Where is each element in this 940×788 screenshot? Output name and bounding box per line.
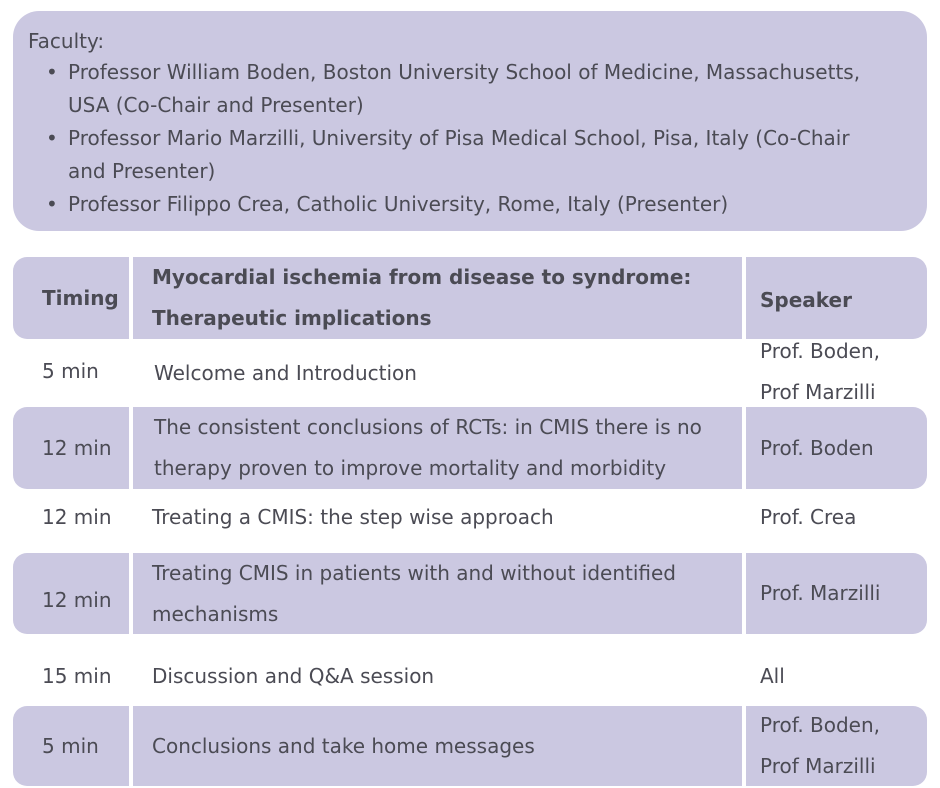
topic-line: Welcome and Introduction — [154, 360, 417, 385]
faculty-member-line: Professor Mario Marzilli, University of Pisa Medical School, Pisa, Italy (Co-Chair — [68, 126, 850, 150]
speaker-line: Prof. Crea — [760, 504, 857, 529]
agenda-topic — [133, 706, 741, 786]
faculty-heading: Faculty: — [28, 29, 105, 53]
topic-header-line: Therapeutic implications — [152, 306, 432, 330]
faculty-member-line: Professor Filippo Crea, Catholic University, Rome, Italy (Presenter) — [68, 192, 729, 216]
agenda-speaker — [746, 706, 927, 786]
agenda-speaker — [746, 640, 927, 712]
agenda-timing — [13, 560, 130, 641]
faculty-member-line: Professor William Boden, Boston University School of Medicine, Massachusetts, — [68, 60, 861, 84]
speaker-header-label: Speaker — [760, 287, 852, 312]
speaker-line: Prof. Boden, — [760, 339, 881, 363]
speaker-line: Prof. Boden, — [760, 713, 881, 737]
agenda-row — [13, 553, 927, 634]
topic-line: Discussion and Q&A session — [152, 663, 435, 688]
agenda-timing — [13, 640, 130, 712]
agenda-row — [13, 489, 927, 553]
topic-line: mechanisms — [152, 601, 279, 626]
timing-column-header — [13, 257, 130, 339]
timing-value: 12 min — [42, 504, 112, 529]
agenda-header-row — [13, 257, 927, 339]
faculty-panel — [13, 11, 927, 231]
topic-header-line: Myocardial ischemia from disease to syndrome: — [152, 265, 692, 289]
agenda-speaker — [746, 331, 927, 404]
agenda-timing — [13, 706, 130, 786]
topic-line: Conclusions and take home messages — [152, 733, 535, 758]
timing-value: 12 min — [42, 588, 112, 612]
agenda-topic — [133, 339, 741, 407]
timing-value: 5 min — [42, 733, 99, 758]
agenda-topic — [133, 407, 741, 489]
faculty-member-line: USA (Co-Chair and Presenter) — [68, 93, 364, 117]
speaker-line: All — [760, 663, 785, 688]
agenda-topic — [133, 640, 741, 712]
timing-value: 5 min — [42, 359, 99, 383]
speaker-column-header — [746, 257, 927, 339]
topic-line: therapy proven to improve mortality and morbidity — [154, 456, 667, 480]
topic-line: Treating CMIS in patients with and without identified — [152, 560, 677, 585]
timing-value: 15 min — [42, 663, 112, 688]
topic-line: The consistent conclusions of RCTs: in CMIS there is no — [154, 415, 702, 439]
agenda-timing — [13, 407, 130, 489]
faculty-member-line: and Presenter) — [68, 159, 216, 183]
speaker-line: Prof Marzilli — [760, 380, 876, 404]
faculty-list — [28, 56, 913, 221]
topic-column-header — [133, 257, 741, 339]
topic-line: Treating a CMIS: the step wise approach — [152, 504, 554, 529]
agenda-row — [13, 407, 927, 489]
bullet-icon: • — [46, 60, 58, 84]
timing-value: 12 min — [42, 435, 112, 460]
agenda-topic — [133, 553, 741, 634]
agenda-row — [13, 634, 927, 706]
bullet-icon: • — [46, 192, 58, 216]
speaker-line: Prof Marzilli — [760, 754, 876, 778]
faculty-member — [28, 56, 913, 122]
speaker-line: Prof. Marzilli — [760, 581, 881, 605]
faculty-member — [28, 188, 913, 221]
agenda-timing — [13, 339, 130, 407]
agenda-speaker — [746, 485, 927, 549]
agenda-speaker — [746, 407, 927, 489]
agenda-topic — [133, 485, 741, 549]
bullet-icon: • — [46, 126, 58, 150]
speaker-line: Prof. Boden — [760, 435, 874, 460]
agenda-timing — [13, 485, 130, 549]
agenda-row — [13, 339, 927, 407]
timing-header-label: Timing — [42, 285, 119, 310]
agenda-row — [13, 706, 927, 786]
faculty-member — [28, 122, 913, 188]
agenda-speaker — [746, 553, 927, 634]
